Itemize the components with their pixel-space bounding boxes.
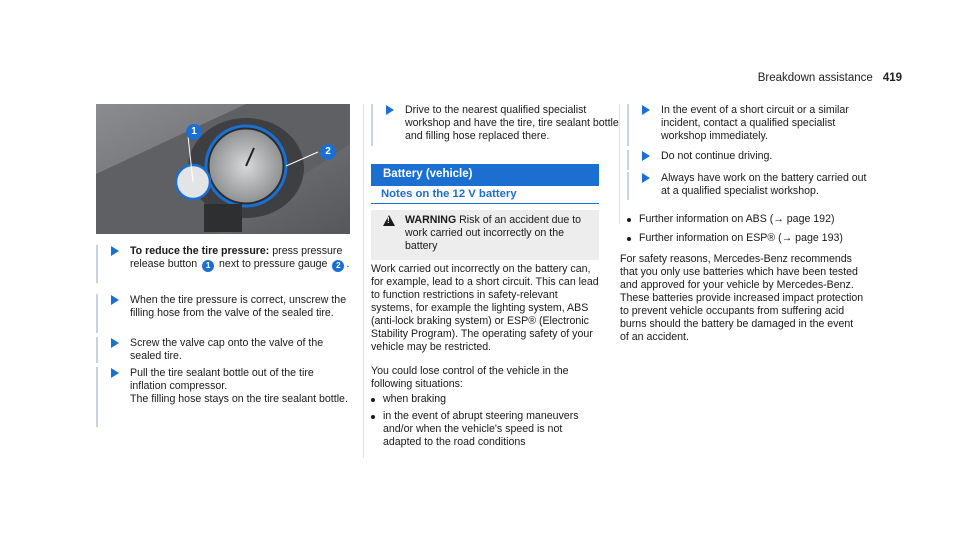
bullet-item [371,410,599,449]
ref-1: 1 [202,260,214,272]
subsection-title: Notes on the 12 V battery [371,187,599,204]
arrow-icon [111,295,119,305]
step-text: Pull the tire sealant bottle out of the tire inflation compressor. [130,367,314,392]
warning-paragraph-2: You could lose control of the vehicle in the following situations: [371,365,569,390]
bullet-text: in the event of abrupt steering maneuvers and/or when the vehicle's speed is not adapted to the road conditions [383,410,579,448]
step-text: Do not continue driving. [661,150,773,162]
step-unscrew-hose [96,294,352,333]
step-short-circuit [627,104,871,146]
tire-compressor-figure [96,104,350,234]
warning-label: WARNING [405,214,457,226]
arrow-icon [642,105,650,115]
step-workshop-work [627,172,871,200]
step-text: When the tire pressure is correct, unscrew the filling hose from the valve of the sealed tire. [130,294,347,319]
step-pull-bottle [96,367,352,427]
arrow-icon [642,151,650,161]
warning-paragraph-1: Work carried out incorrectly on the battery can, for example, lead to a short circuit. This can lead to function restrictions in safety-relevant systems, for example the lighting system, ABS (anti-lock braking system) or ESP® (Electronic Stability Program). The operating safety of your vehicle may be restricted. [371,263,599,353]
section-title: Battery (vehicle) [383,168,473,180]
ref-2: 2 [332,260,344,272]
column-divider [363,104,364,458]
step-reduce-pressure [96,245,352,283]
section-name: Breakdown assistance [757,72,873,84]
step-screw-cap [96,337,352,363]
arrow-icon [386,105,394,115]
warning-text: Risk of an accident due to work carried out incorrectly on the battery [405,214,582,252]
arrow-icon [111,338,119,348]
safety-paragraph: For safety reasons, Mercedes-Benz recommends that you only use batteries which have been tested and approved for your vehicle by Mercedes-Benz. These batteries provide increased impact protection to prevent vehicle occupants from suffering acid burns should the battery be damaged in the event of an accident. [620,253,864,343]
callout-1: 1 [186,124,202,140]
bullet-text[interactable]: Further information on ESP® (→ page 193) [639,232,843,244]
bullet-text[interactable]: Further information on ABS (→ page 192) [639,213,835,225]
bullet-text: when braking [383,393,447,405]
step-text: In the event of a short circuit or a similar incident, contact a qualified specialist workshop immediately. [661,104,849,142]
step-text: Drive to the nearest qualified specialist workshop and have the tire, tire sealant bottle and filling hose replaced there. [405,104,619,142]
bullet-item [371,393,599,406]
step-text: Always have work on the battery carried out at a qualified specialist workshop. [661,172,867,197]
column-divider [619,104,620,224]
page-header [758,72,902,84]
step-text: . [346,258,350,270]
warning-triangle-icon [383,215,395,226]
arrow-icon [111,246,119,256]
step-bold: To reduce the tire pressure: [130,245,270,257]
step-drive-workshop [371,104,619,146]
bullet-esp-link[interactable] [627,232,871,245]
step-stop-driving [627,150,871,170]
arrow-icon [111,368,119,378]
arrow-icon [642,173,650,183]
page-number: 419 [882,72,902,84]
section-title-bar [371,164,599,186]
step-text: next to pressure gauge [216,258,331,270]
step-text: Screw the valve cap onto the valve of the sealed tire. [130,337,324,362]
warning-box [371,210,599,260]
bullet-abs-link[interactable] [627,213,871,226]
tire-compressor-illustration [96,104,350,234]
step-text: press pressure release button [130,245,343,270]
step-note: The filling hose stays on the tire sealant bottle. [130,393,348,405]
callout-2: 2 [320,144,336,160]
